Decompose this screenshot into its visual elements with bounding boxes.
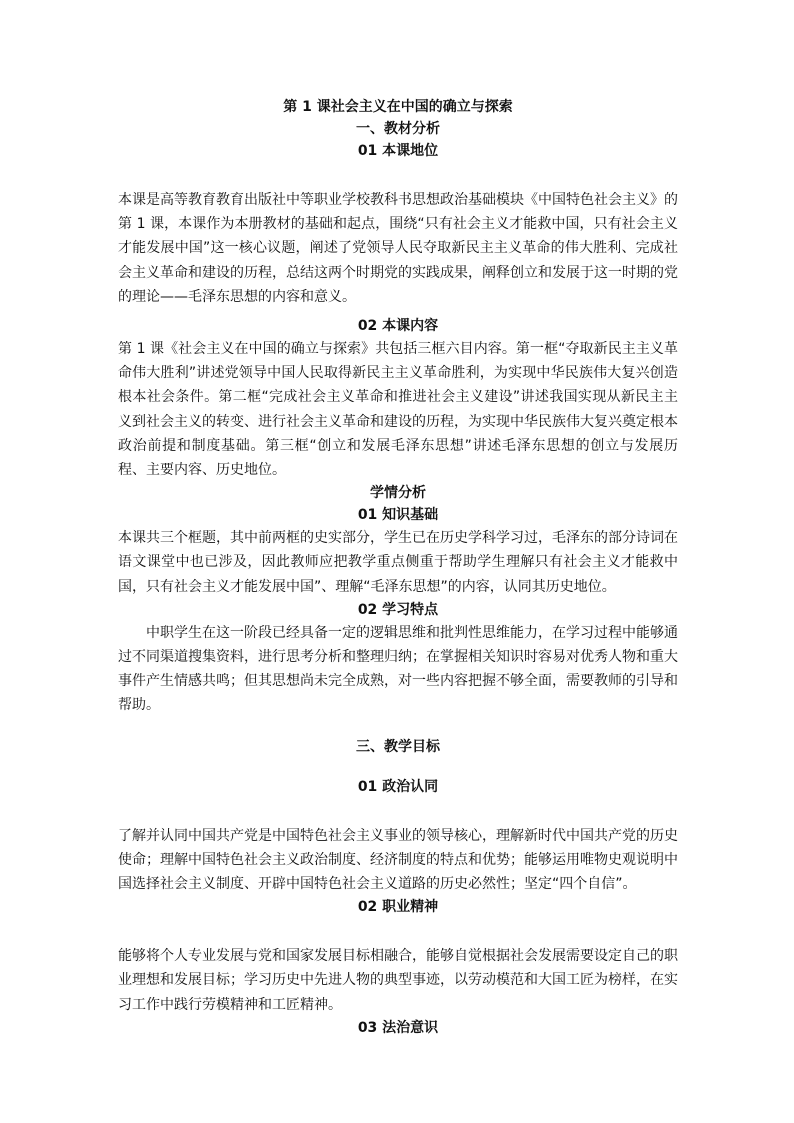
paragraph-lesson-content: 第 1 课《社会主义在中国的确立与探索》共包括三框六目内容。第一框“夺取新民主主义革命伟大胜利”讲述党领导中国人民取得新民主主义革命胜利，为实现中华民族伟大复兴创造根本社会条件。第二框“完成社会主义革命和推进社会主义建设”讲述我国实现从新民主主义到社会主义的转变、进行社会主义革命和建设的历程，为实现中华民族伟大复兴奠定根本政治前提和制度基础。第三框“创立和发展毛泽东思想”讲述毛泽东思想的创立与发展历程、主要内容、历史地位。 [118, 341, 678, 479]
paragraph-knowledge-base: 本课共三个框题，其中前两框的史实部分，学生已在历史学科学习过，毛泽东的部分诗词在语文课堂中也已涉及，因此教师应把教学重点侧重于帮助学生理解只有社会主义才能救中国，只有社会主义才能发展中国”、理解“毛泽东思想”的内容，认同其历史地位。 [118, 530, 678, 595]
paragraph-learning-features: 中职学生在这一阶段已经具备一定的逻辑思维和批判性思维能力，在学习过程中能够通过不同渠道搜集资料，进行思考分析和整理归纳；在掌握相关知识时容易对优秀人物和重大事件产生情感共鸣；但其思想尚未完全成熟，对一些内容把握不够全面，需要教师的引导和帮助。 [118, 624, 678, 714]
subheading-lesson-content: 02 本课内容 [357, 318, 439, 335]
spacer [118, 758, 678, 776]
paragraph-lesson-position: 本课是高等教育教育出版社中等职业学校教科书思想政治基础模块《中国特色社会主义》的第 1 课，本课作为本册教材的基础和起点，围绕“只有社会主义才能救中国，只有社会主义才能发展中国”这一核心议题，阐述了党领导人民夺取新民主主义革命的伟大胜利、完成社会主义革命和建设的历程，总结这两个时期党的实践成果，阐释创立和发展于这一时期的党的理论——毛泽东思想的内容和意义。 [118, 192, 678, 305]
subheading-political-identity: 01 政治认同 [357, 778, 439, 795]
spacer [118, 798, 678, 824]
spacer [118, 918, 678, 944]
spacer [118, 718, 678, 736]
document-title: 第 1 课社会主义在中国的确立与探索 [283, 99, 513, 115]
subheading-knowledge-base: 01 知识基础 [357, 507, 439, 524]
subheading-lesson-position: 01 本课地位 [357, 143, 439, 159]
document-page [118, 96, 678, 1039]
subheading-rule-of-law: 03 法治意识 [357, 1019, 439, 1036]
subheading-professional-spirit: 02 职业精神 [357, 899, 439, 916]
paragraph-political-identity: 了解并认同中国共产党是中国特色社会主义事业的领导核心，理解新时代中国共产党的历史使命；理解中国特色社会主义政治制度、经济制度的特点和优势；能够运用唯物史观说明中国选择社会主义制度、开辟中国特色社会主义道路的历史必然性；坚定“四个自信”。 [118, 827, 678, 893]
subheading-learning-features: 02 学习特点 [357, 601, 439, 618]
section-heading-teaching-goals: 三、教学目标 [356, 738, 440, 755]
spacer [118, 162, 678, 188]
paragraph-professional-spirit: 能够将个人专业发展与党和国家发展目标相融合，能够自觉根据社会发展需要设定自己的职业理想和发展目标；学习历史中先进人物的典型事迹，以劳动模范和大国工匠为榜样，在实习工作中践行劳模精神和工匠精神。 [118, 948, 678, 1013]
section-heading-student-analysis: 学情分析 [370, 485, 426, 502]
section-heading-textbook-analysis: 一、教材分析 [356, 121, 440, 137]
